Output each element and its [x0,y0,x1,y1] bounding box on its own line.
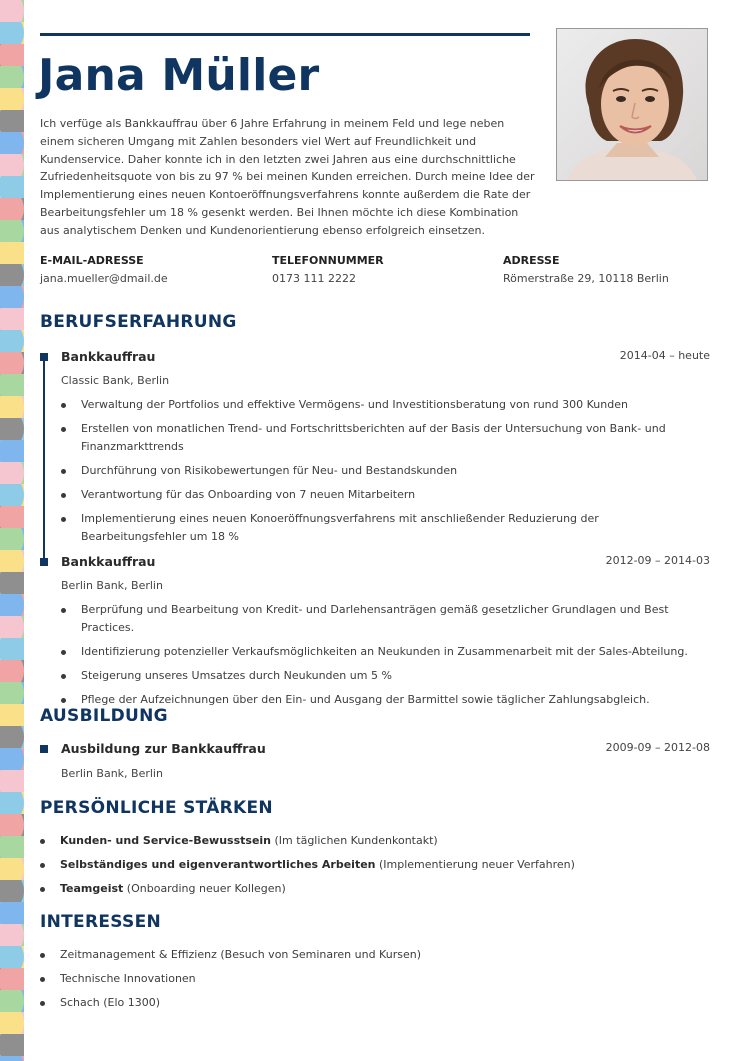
square-marker-icon [40,353,48,361]
strip-tile [0,242,24,264]
list-item: Identifizierung potenzieller Verkaufsmöglichkeiten an Neukunden in Zusammenarbeit mit der Sales-Abteilung. [61,643,721,661]
strip-tile [0,286,24,308]
decorative-side-strip [0,0,24,1061]
strip-tile [0,66,24,88]
portrait-image [557,29,707,180]
strip-tile [0,1056,24,1061]
phone-value[interactable]: 0173 111 2222 [272,272,356,285]
strip-tile [0,198,24,220]
strip-tile [0,836,24,858]
education-title: Ausbildung zur Bankkauffrau [61,741,266,756]
strip-tile [0,528,24,550]
strip-tile [0,594,24,616]
list-item: Steigerung unseres Umsatzes durch Neukunden um 5 % [61,667,721,685]
strip-tile [0,352,24,374]
list-item: Kunden- und Service-Bewusstsein (Im täglichen Kundenkontakt) [40,832,720,850]
section-title-education: AUSBILDUNG [40,706,168,726]
strip-tile [0,792,24,814]
section-title-experience: BERUFSERFAHRUNG [40,312,237,332]
profile-photo [556,28,708,181]
strip-tile [0,110,24,132]
list-item: Berprüfung und Bearbeitung von Kredit- und Darlehensanträgen gemäß gesetzlicher Grundlagen und Best Practices. [61,601,721,637]
list-item: Verantwortung für das Onboarding von 7 neuen Mitarbeitern [61,486,701,504]
square-marker-icon [40,745,48,753]
job-duties-list [61,396,701,552]
strip-tile [0,440,24,462]
strip-tile [0,154,24,176]
job-employer: Classic Bank, Berlin [61,374,170,387]
job-employer: Berlin Bank, Berlin [61,579,163,592]
strip-tile [0,660,24,682]
strip-tile [0,726,24,748]
contact-address [503,252,669,288]
phone-label: TELEFONNUMMER [272,254,384,267]
email-value[interactable]: jana.mueller@dmail.de [40,272,168,285]
strip-tile [0,88,24,110]
education-date: 2009-09 – 2012-08 [605,741,710,754]
strip-tile [0,462,24,484]
list-item: Implementierung eines neuen Konoeröffnungsverfahrens mit anschließender Reduzierung der Bearbeitungsfehler um 18 % [61,510,701,546]
strip-tile [0,0,24,22]
job-date: 2014-04 – heute [619,349,710,362]
strip-tile [0,572,24,594]
strip-tile [0,418,24,440]
strip-tile [0,880,24,902]
strip-tile [0,22,24,44]
strip-tile [0,616,24,638]
strip-tile [0,924,24,946]
strip-tile [0,220,24,242]
strip-tile [0,770,24,792]
strip-tile [0,902,24,924]
address-label: ADRESSE [503,254,560,267]
contact-email [40,252,168,288]
strip-tile [0,396,24,418]
strip-tile [0,1012,24,1034]
profile-summary: Ich verfüge als Bankkauffrau über 6 Jahre Erfahrung in meinem Feld und lege neben einem sicheren Umgang mit Zahlen besonders viel Wert auf Freundlichkeit und Kundenservice. Daher konnte ich in den letzten zwei Jahren aus eine durchschnittliche Zufriedenheitsquote von bis zu 97 % bei meinen Kunden erreichen. Durch meine Idee der Implementierung eines neuen Kontoeröffnungsverfahrens konnte außerdem die Rate der Bearbeitungsfehler um 18 % gesenkt werden. Bei Ihnen möchte ich diese Kombination aus analytischem Denken und Kundenorientierung ebenso erfolgreich einsetzen. [40,117,535,237]
strip-tile [0,330,24,352]
email-label: E-MAIL-ADRESSE [40,254,144,267]
strip-tile [0,990,24,1012]
timeline-line [43,357,45,561]
list-item: Teamgeist (Onboarding neuer Kollegen) [40,880,720,898]
square-marker-icon [40,558,48,566]
page-title: Jana Müller [38,50,320,101]
strip-tile [0,176,24,198]
strip-tile [0,1034,24,1056]
strip-tile [0,374,24,396]
list-item: Erstellen von monatlichen Trend- und Fortschrittsberichten auf der Basis der Untersuchung von Bank- und Finanzmarkttrends [61,420,701,456]
job-title: Bankkauffrau [61,349,156,364]
section-title-interests: INTERESSEN [40,912,162,932]
job-date: 2012-09 – 2014-03 [605,554,710,567]
job-title: Bankkauffrau [61,554,156,569]
address-value: Römerstraße 29, 10118 Berlin [503,272,669,285]
strip-tile [0,132,24,154]
list-item: Pflege der Aufzeichnungen über den Ein- und Ausgang der Barmittel sowie täglicher Zahlungsabgleich. [61,691,721,709]
strip-tile [0,858,24,880]
strip-tile [0,308,24,330]
list-item: Zeitmanagement & Effizienz (Besuch von Seminaren und Kursen) [40,946,720,964]
strip-tile [0,682,24,704]
interests-list [40,946,720,1018]
education-institution: Berlin Bank, Berlin [61,767,163,780]
list-item: Selbständiges und eigenverantwortliches Arbeiten (Implementierung neuer Verfahren) [40,856,720,874]
list-item: Schach (Elo 1300) [40,994,720,1012]
strip-tile [0,484,24,506]
strip-tile [0,814,24,836]
list-item: Durchführung von Risikobewertungen für Neu- und Bestandskunden [61,462,701,480]
strip-tile [0,704,24,726]
strengths-list [40,832,720,904]
strip-tile [0,264,24,286]
strip-tile [0,968,24,990]
strip-tile [0,506,24,528]
strip-tile [0,638,24,660]
contact-phone [272,252,384,288]
header-rule [40,33,530,36]
strip-tile [0,550,24,572]
list-item: Technische Innovationen [40,970,720,988]
strip-tile [0,748,24,770]
strip-tile [0,946,24,968]
strip-tile [0,44,24,66]
section-title-strengths: PERSÖNLICHE STÄRKEN [40,798,273,818]
job-duties-list [61,601,721,715]
list-item: Verwaltung der Portfolios und effektive Vermögens- und Investitionsberatung von rund 300 Kunden [61,396,701,414]
